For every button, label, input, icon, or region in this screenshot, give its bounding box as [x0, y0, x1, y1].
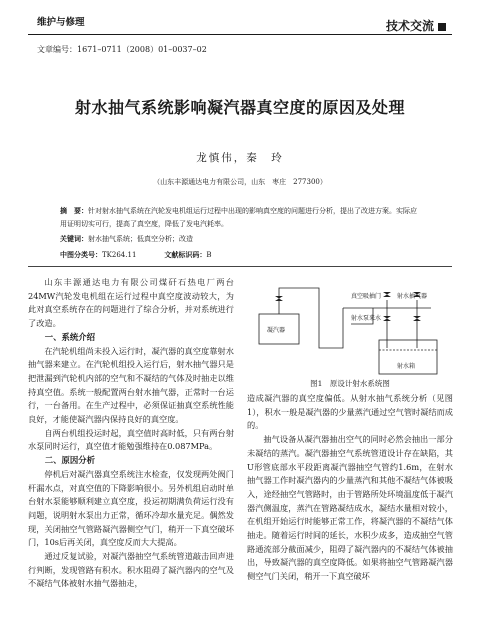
paragraph-4: 通过反复试验，对凝汽器抽空气系统管道敲击回声进行判断，发现管路有积水。积水阻碍了凝汽器内的空气及不凝结气体被射水抽气器抽走， [28, 551, 234, 589]
abstract-text: 针对射水抽气系统在汽轮发电机组运行过程中出现的影响真空度的问题进行分析，提出了改进方案。实际应用证明切实可行，提高了真空度，降低了发电汽耗率。 [60, 207, 417, 228]
paper-title: 射水抽气系统影响凝汽器真空度的原因及处理 [74, 98, 405, 117]
figure-caption: 图1 原设计射水系统图 [310, 379, 390, 388]
ejector-pipes [387, 300, 417, 334]
column-label [386, 17, 446, 34]
valve-icon [275, 296, 283, 301]
valve-icon [383, 316, 391, 321]
label-tank: 射水箱 [397, 363, 416, 370]
right-paragraph-1: 造成凝汽器的真空度偏低。从射水抽气系统分析（见图1），积水一般是凝汽器的少量蒸汽通过空气管时凝结而成的。 [247, 393, 453, 431]
right-paragraph-2: 抽气设备从凝汽器抽出空气的同时必然会抽出一部分未凝结的蒸汽。凝汽器抽空气系统管道设计存在缺陷，其U形管底部水平段距离凝汽器抽空气管约1.6m，在射水抽气器工作时凝汽器内的少量蒸汽和其他不凝结气体被吸入，途经抽空气管路时，由于管路所处环境温度低于凝汽器汽侧温度，蒸汽在管路凝结成水，凝结水量相对较小，在机组开始运行时能够正常工作，将凝汽器的不凝结气体抽走。随着运行时间的延长，水积少成多，造成抽空气管路通流部分截面减少，阻碍了凝汽器内的不凝结气体被抽出，导致凝汽器的真空度降低。如果将抽空气管路凝汽器侧空气门关闭，稍开一下真空破坏 [247, 434, 453, 582]
system-diagram [247, 278, 453, 382]
heading-system-intro: 一、系统介绍 [44, 331, 96, 342]
label-ejector: 射水抽气器 [397, 293, 428, 300]
label-condenser: 凝汽器 [267, 327, 286, 334]
column-label-text: 技术交流 [385, 19, 434, 33]
left-column [28, 276, 234, 591]
label-pump: 射水泵来水 [351, 315, 382, 322]
clc-label: 中图分类号： [60, 251, 102, 259]
valve-icon [413, 316, 421, 321]
article-number: 文章编号：1671–0711（2008）01–0037–02 [37, 45, 207, 54]
section-divider [28, 266, 452, 267]
intro-paragraph: 山东丰源通达电力有限公司煤矸石热电厂两台24MW汽轮发电机组在运行过程中真空度波动较大，为此对真空系统存在的问题进行了综合分析，并对系统进行了改造。 [28, 277, 234, 329]
classification [60, 250, 212, 260]
header-rule [28, 34, 452, 35]
label-air-valve: 真空吸抽门 [351, 293, 382, 300]
keywords-label: 关键词： [60, 235, 88, 243]
authors: 龙慎伟，秦 玲 [196, 152, 284, 164]
paragraph-3: 停机后对凝汽器真空系统注水检查，仅发现两处阀门杆漏水点，对真空值的下降影响很小。另外机组启动时单台射水泵能够顺利建立真空度，投运初期满负荷运行没有问题，说明射水泵出力正常，循环冷却水量充足。偶然发现，关闭抽空气管路凝汽器侧空气门，稍开一下真空破坏门，10s后再关闭，真空度反而大大提高。 [28, 468, 234, 548]
doc-code-value: B [206, 251, 212, 259]
affiliation: （山东丰源通达电力有限公司，山东 枣庄 277300） [153, 178, 327, 186]
valve-icon [383, 292, 391, 297]
doc-code-label: 文献标识码： [164, 251, 207, 259]
paragraph-1: 在汽轮机组尚未投入运行时，凝汽器的真空度靠射水抽气器来建立。在汽轮机组投入运行后，射水抽气器只是把泄漏到汽轮机内部的空气和不凝结的气体及时抽走以维持真空值。系统一般配置两台射水抽气器，正常时一台运行，一台备用。在生产过程中，必须保证抽真空系统性能良好，才能使凝汽器内保持良好的真空度。 [28, 345, 234, 425]
section-label: 维护与修理 [37, 17, 85, 28]
air-pipe [279, 288, 343, 348]
right-column [247, 392, 453, 584]
heading-cause-analysis: 二、原因分析 [44, 455, 96, 466]
abstract [60, 205, 422, 231]
abstract-label: 摘 要： [60, 207, 88, 215]
paragraph-2: 自两台机组投运时起，真空值时高时低，只有两台射水泵同时运行，真空值才能勉强维持在0.087MPa。 [28, 427, 234, 452]
square-bullet-icon [438, 23, 446, 31]
clc-value: TK264.11 [102, 251, 137, 259]
keywords-text: 射水抽气系统；低真空分析；改造 [88, 235, 193, 243]
ejector-outlets [387, 334, 417, 348]
keywords [60, 234, 193, 244]
